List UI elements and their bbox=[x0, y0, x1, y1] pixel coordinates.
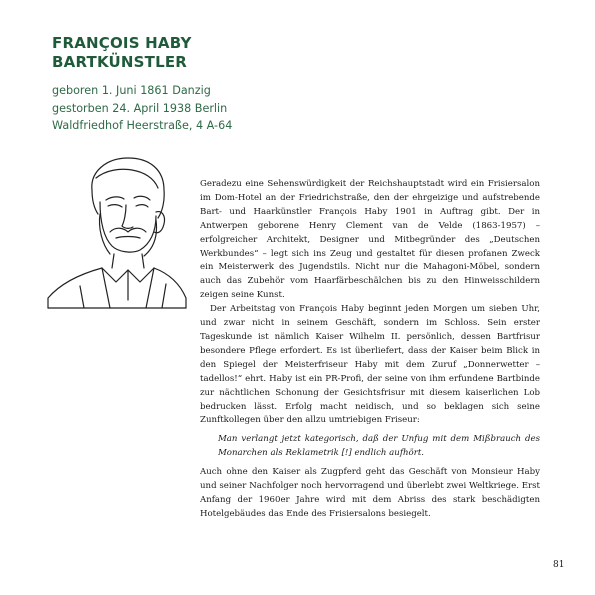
paragraph-3: Auch ohne den Kaiser als Zugpferd geht das Geschäft von Monsieur Haby und seiner Nachfolger noch hervorragend und überlebt zwei Weltkriege. Erst Anfang der 1960er Jahre wird mit dem Abriss des stark beschädigten Hotelgebäudes das Ende des Frisiersalons besiegelt. bbox=[200, 467, 540, 519]
portrait-illustration bbox=[40, 150, 190, 310]
page-number: 81 bbox=[553, 560, 565, 570]
person-name: FRANÇOIS HABY bbox=[52, 34, 192, 52]
grave-line: Waldfriedhof Heerstraße, 4 A-64 bbox=[52, 119, 233, 132]
paragraph-1: Geradezu eine Sehenswürdigkeit der Reichshauptstadt wird ein Frisiersalon im Dom-Hotel an der Friedrichstraße, den der ehrgeizige und aufstrebende Bart- und Haarkünstler François Haby 1901 in Auftrag gibt. Der in Antwerpen geborene Henry Clement van de Velde (1863-1957) – erfolgreicher Architekt, Designer und Mitbegründer des „Deutschen Werkbundes“ – legt sich ins Zeug und gestaltet für diesen profanen Zweck ein Meisterwerk des Jugendstils. Nicht nur die Mahagoni-Möbel, sondern auch das Zubehör vom Haarfärbeschälchen bis zu den Hinweisschildern zeigen seine Kunst. bbox=[200, 179, 540, 301]
block-quote: Man verlangt jetzt kategorisch, daß der Unfug mit dem Mißbrauch des Monarchen als Reklametrik [!] endlich aufhört. bbox=[218, 434, 540, 459]
paragraph-2: Der Arbeitstag von François Haby beginnt jeden Morgen um sieben Uhr, und zwar nicht in seinem Geschäft, sondern im Schloss. Sein erster Tageskunde ist nämlich Kaiser Wilhelm II. persönlich, dessen Bartfrisur besondere Pflege erfordert. Es ist überliefert, dass der Kaiser beim Blick in den Spiegel der Meisterfriseur Haby mit dem Zuruf „Donnerwetter – tadellos!“ ehrt. Haby ist ein PR-Profi, der seine von ihm erfundene Bartbinde zur nächtlichen Schonung der Gesichtsfrisur mit diesem kaiserlichen Lob bedrucken lässt. Erfolg macht neidisch, und so beklagen sich seine Zunftkollegen über den allzu umtriebigen Friseur: bbox=[200, 304, 540, 426]
person-dates bbox=[52, 82, 232, 135]
death-line: gestorben 24. April 1938 Berlin bbox=[52, 101, 228, 115]
person-profession: BARTKÜNSTLER bbox=[52, 53, 188, 71]
birth-line: geboren 1. Juni 1861 Danzig bbox=[52, 84, 211, 97]
article-body bbox=[200, 178, 540, 522]
person-heading bbox=[52, 34, 192, 72]
